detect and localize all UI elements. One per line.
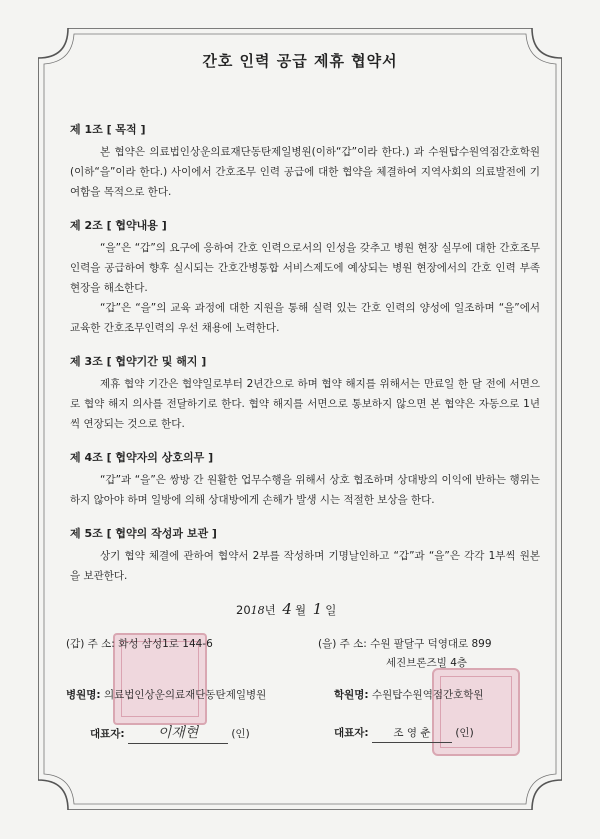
contract-date [236,600,336,618]
article-paragraph: “갑”과 “을”은 쌍방 간 원활한 업무수행을 위해서 상호 협조하며 상대방의 이익에 반하는 행위는 하지 않아야 하며 일방에 의해 상대방에게 손해가 발생 시는 적절한 보상을 한다. [70,474,540,506]
date-year-label: 년 [264,603,276,617]
article-paragraph: “갑”은 “을”의 교육 과정에 대한 지원을 통해 실력 있는 간호 인력의 양성에 일조하며 “을”에서 교육한 간호조무인력의 우선 채용에 노력한다. [70,302,540,334]
date-day-label: 일 [325,603,337,617]
party-a-seal-mark: (인) [231,728,250,740]
article-4 [70,448,540,510]
party-b-address-line1: 수원 팔달구 덕영대로 899 [370,638,492,650]
party-a-address-label: (갑) 주 소: [66,638,115,650]
party-a-representative [90,724,250,744]
article-paragraph: “을”은 “갑”의 요구에 응하여 간호 인력으로서의 인성을 갖추고 병원 현장 실무에 대한 간호조무 인력을 공급하여 향후 실시되는 간호간병통합 서비스제도에 예상되는 병원 현장에서의 간호 인력 부족 현장을 해소한다. [70,242,540,294]
article-heading: 제 3조 [ 협약기간 및 해지 ] [70,355,207,368]
article-2 [70,216,540,338]
party-a-signature: 이재현 [157,725,199,741]
article-paragraph: 제휴 협약 기간은 협약일로부터 2년간으로 하며 협약 해지를 위해서는 만료일 한 달 전에 서면으로 협약 해지 의사를 전달하기로 한다. 협약 해지를 서면으로 통보하지 않으면 본 협약은 자동으로 1년씩 연장되는 것으로 한다. [70,378,540,430]
party-b-name-label: 학원명: [334,689,369,701]
article-heading: 제 5조 [ 협약의 작성과 보관 ] [70,527,217,540]
party-a-name-label: 병원명: [66,689,101,701]
party-b-seal-mark: (인) [455,727,474,739]
party-b-rep-label: 대표자: [334,727,369,739]
date-month-label: 월 [294,603,307,617]
party-a-name-value: 의료법인상운의료재단동탄제일병원 [103,689,267,701]
article-heading: 제 2조 [ 협약내용 ] [70,219,167,232]
article-heading: 제 4조 [ 협약자의 상호의무 ] [70,451,214,464]
article-3 [70,352,540,434]
party-a-address-value: 화성 삼성1로 144-6 [118,638,213,650]
party-b-name [334,686,484,704]
party-a-name [66,686,266,704]
party-b-address-line2: 세진브론즈빌 4층 [386,657,468,669]
date-day-handwritten: 1 [312,600,323,618]
party-a-rep-label: 대표자: [90,728,125,740]
article-5 [70,524,540,586]
party-b-rep-name: 조 영 춘 [393,727,431,739]
date-year-prefix: 20 [236,603,251,617]
article-paragraph: 본 협약은 의료법인상운의료재단동탄제일병원(이하“갑”이라 한다.) 과 수원탑수원역점간호학원(이하“을”이라 한다.) 사이에서 간호조무 인력 공급에 대한 협약을 체결하여 지역사회의 의료발전에 기여함을 목적으로 한다. [70,146,540,198]
article-heading: 제 1조 [ 목적 ] [70,123,146,136]
party-a-address [66,635,213,653]
articles-container [70,120,540,600]
party-b-representative [334,724,474,743]
party-b-address-2 [386,654,467,672]
party-b-name-value: 수원탑수원역점간호학원 [371,689,484,701]
date-year-handwritten: 18 [250,604,265,617]
party-b-address-label: (을) 주 소: [318,638,367,650]
document-title: 간호 인력 공급 제휴 협약서 [202,52,398,70]
article-1 [70,120,540,202]
date-month-handwritten: 4 [282,600,292,618]
article-paragraph: 상기 협약 체결에 관하여 협약서 2부를 작성하며 기명날인하고 “갑”과 “을”은 각각 1부씩 원본을 보관한다. [70,550,540,582]
party-b-address [318,635,492,653]
